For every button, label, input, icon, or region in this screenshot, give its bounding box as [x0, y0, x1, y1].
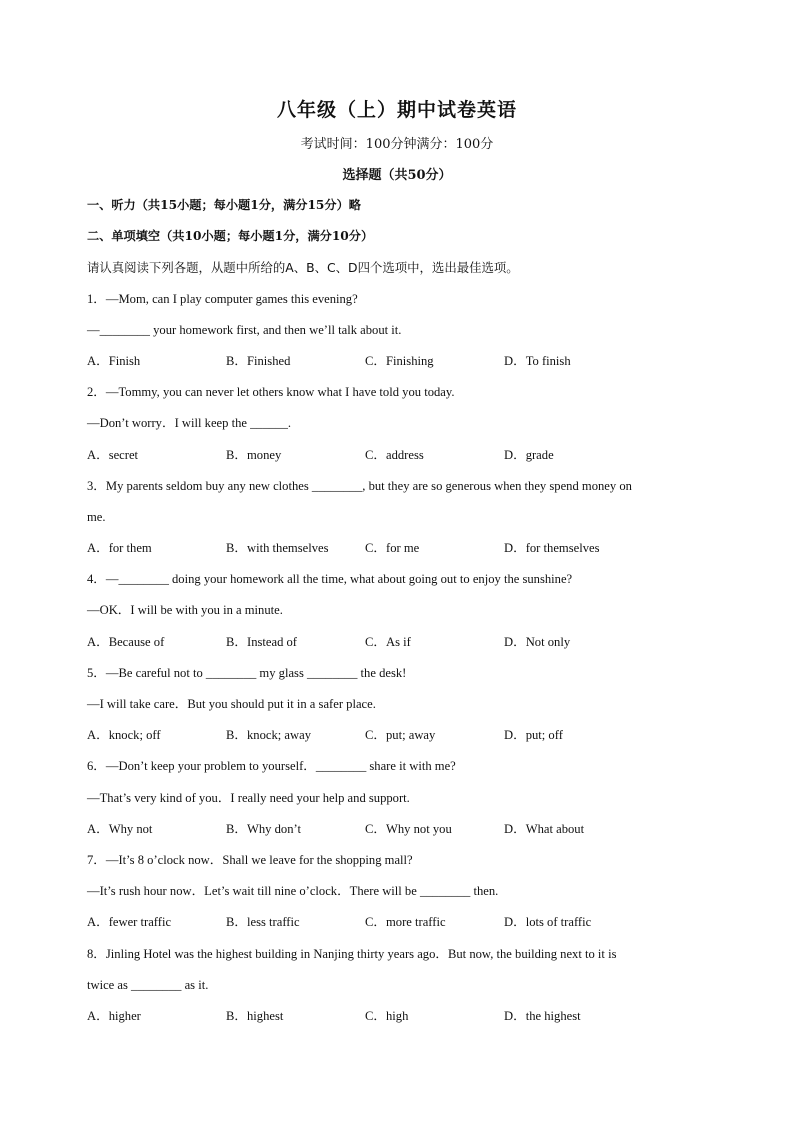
- answer-option-c: C．put; away: [365, 728, 436, 743]
- question-item: [87, 471, 707, 565]
- question-line: —OK．I will be with you in a minute.: [87, 603, 283, 618]
- question-line: twice as ________ as it.: [87, 977, 209, 992]
- answer-options: [87, 720, 707, 751]
- answer-options: [87, 907, 707, 938]
- question-item: [87, 939, 707, 1033]
- answer-option-a: A．Why not: [87, 821, 153, 836]
- question-line: —________ your homework first, and then we’ll talk about it.: [87, 322, 402, 337]
- answer-option-d: D．put; off: [504, 728, 563, 743]
- part-single-choice-heading: 二、单项填空（共10小题；每小题1分，满分10分）: [87, 229, 374, 244]
- question-item: [87, 377, 707, 471]
- answer-option-b: B．Why don’t: [226, 821, 301, 836]
- answer-option-b: B．Finished: [226, 353, 291, 368]
- answer-options: [87, 440, 707, 471]
- answer-option-c: C．address: [365, 447, 424, 462]
- question-line: —It’s rush hour now．Let’s wait till nine o’clock．There will be ________ then.: [87, 884, 499, 899]
- exam-info: 考试时间：100分钟满分：100分: [300, 137, 494, 152]
- answer-option-b: B．highest: [226, 1008, 284, 1023]
- answer-option-d: D．To finish: [504, 353, 571, 368]
- answer-option-b: B．Instead of: [226, 634, 297, 649]
- answer-option-c: C．As if: [365, 634, 411, 649]
- question-stem: 5．—Be careful not to ________ my glass ________ the desk!: [87, 665, 407, 680]
- answer-option-d: D．What about: [504, 821, 585, 836]
- part-listening-heading: 一、听力（共15小题；每小题1分，满分15分）略: [87, 198, 361, 212]
- answer-option-a: A．Finish: [87, 353, 141, 368]
- answer-option-d: D．Not only: [504, 634, 571, 649]
- question-stem: 7．—It’s 8 o’clock now．Shall we leave for the shopping mall?: [87, 852, 413, 867]
- exam-content: [87, 190, 707, 1032]
- question-item: [87, 564, 707, 658]
- answer-option-b: B．less traffic: [226, 915, 300, 930]
- answer-option-c: C．more traffic: [365, 915, 446, 930]
- answer-options: [87, 533, 707, 564]
- answer-options: [87, 627, 707, 658]
- question-line: —Don’t worry．I will keep the ______.: [87, 416, 292, 431]
- question-stem: 1．—Mom, can I play computer games this evening?: [87, 291, 358, 306]
- answer-option-a: A．Because of: [87, 634, 165, 649]
- question-line: me.: [87, 509, 106, 524]
- answer-option-c: C．Why not you: [365, 821, 452, 836]
- question-stem: 8．Jinling Hotel was the highest building in Nanjing thirty years ago．But now, the building next to it is: [87, 946, 617, 961]
- answer-option-d: D．lots of traffic: [504, 915, 592, 930]
- answer-option-c: C．for me: [365, 541, 420, 556]
- question-line: —That’s very kind of you．I really need your help and support.: [87, 790, 410, 805]
- answer-options: [87, 1001, 707, 1032]
- question-item: [87, 658, 707, 752]
- answer-option-d: D．the highest: [504, 1008, 581, 1023]
- question-stem: 6．—Don’t keep your problem to yourself．________ share it with me?: [87, 759, 456, 774]
- answer-option-c: C．Finishing: [365, 353, 434, 368]
- page-title: 八年级（上）期中试卷英语: [276, 99, 517, 121]
- question-stem: 3．My parents seldom buy any new clothes ________, but they are so generous when they spend money on: [87, 478, 632, 493]
- answer-option-a: A．fewer traffic: [87, 915, 172, 930]
- answer-option-d: D．for themselves: [504, 541, 600, 556]
- question-list: [87, 284, 707, 1033]
- answer-option-c: C．high: [365, 1008, 409, 1023]
- answer-option-a: A．secret: [87, 447, 139, 462]
- question-item: [87, 284, 707, 378]
- answer-options: [87, 814, 707, 845]
- answer-option-b: B．knock; away: [226, 728, 311, 743]
- question-item: [87, 751, 707, 845]
- question-stem: 2．—Tommy, you can never let others know what I have told you today.: [87, 385, 455, 400]
- question-stem: 4．—________ doing your homework all the time, what about going out to enjoy the sunshine?: [87, 572, 573, 587]
- answer-option-b: B．money: [226, 447, 282, 462]
- instruction-text: 请认真阅读下列各题，从题中所给的A、B、C、D四个选项中，选出最佳选项。: [87, 260, 519, 276]
- answer-option-b: B．with themselves: [226, 541, 329, 556]
- answer-option-a: A．for them: [87, 541, 152, 556]
- question-line: —I will take care．But you should put it in a safer place.: [87, 697, 376, 711]
- section-title: 选择题（共50分）: [342, 168, 452, 183]
- answer-option-d: D．grade: [504, 447, 554, 462]
- question-item: [87, 845, 707, 939]
- answer-options: [87, 346, 707, 377]
- answer-option-a: A．higher: [87, 1008, 141, 1023]
- answer-option-a: A．knock; off: [87, 728, 161, 743]
